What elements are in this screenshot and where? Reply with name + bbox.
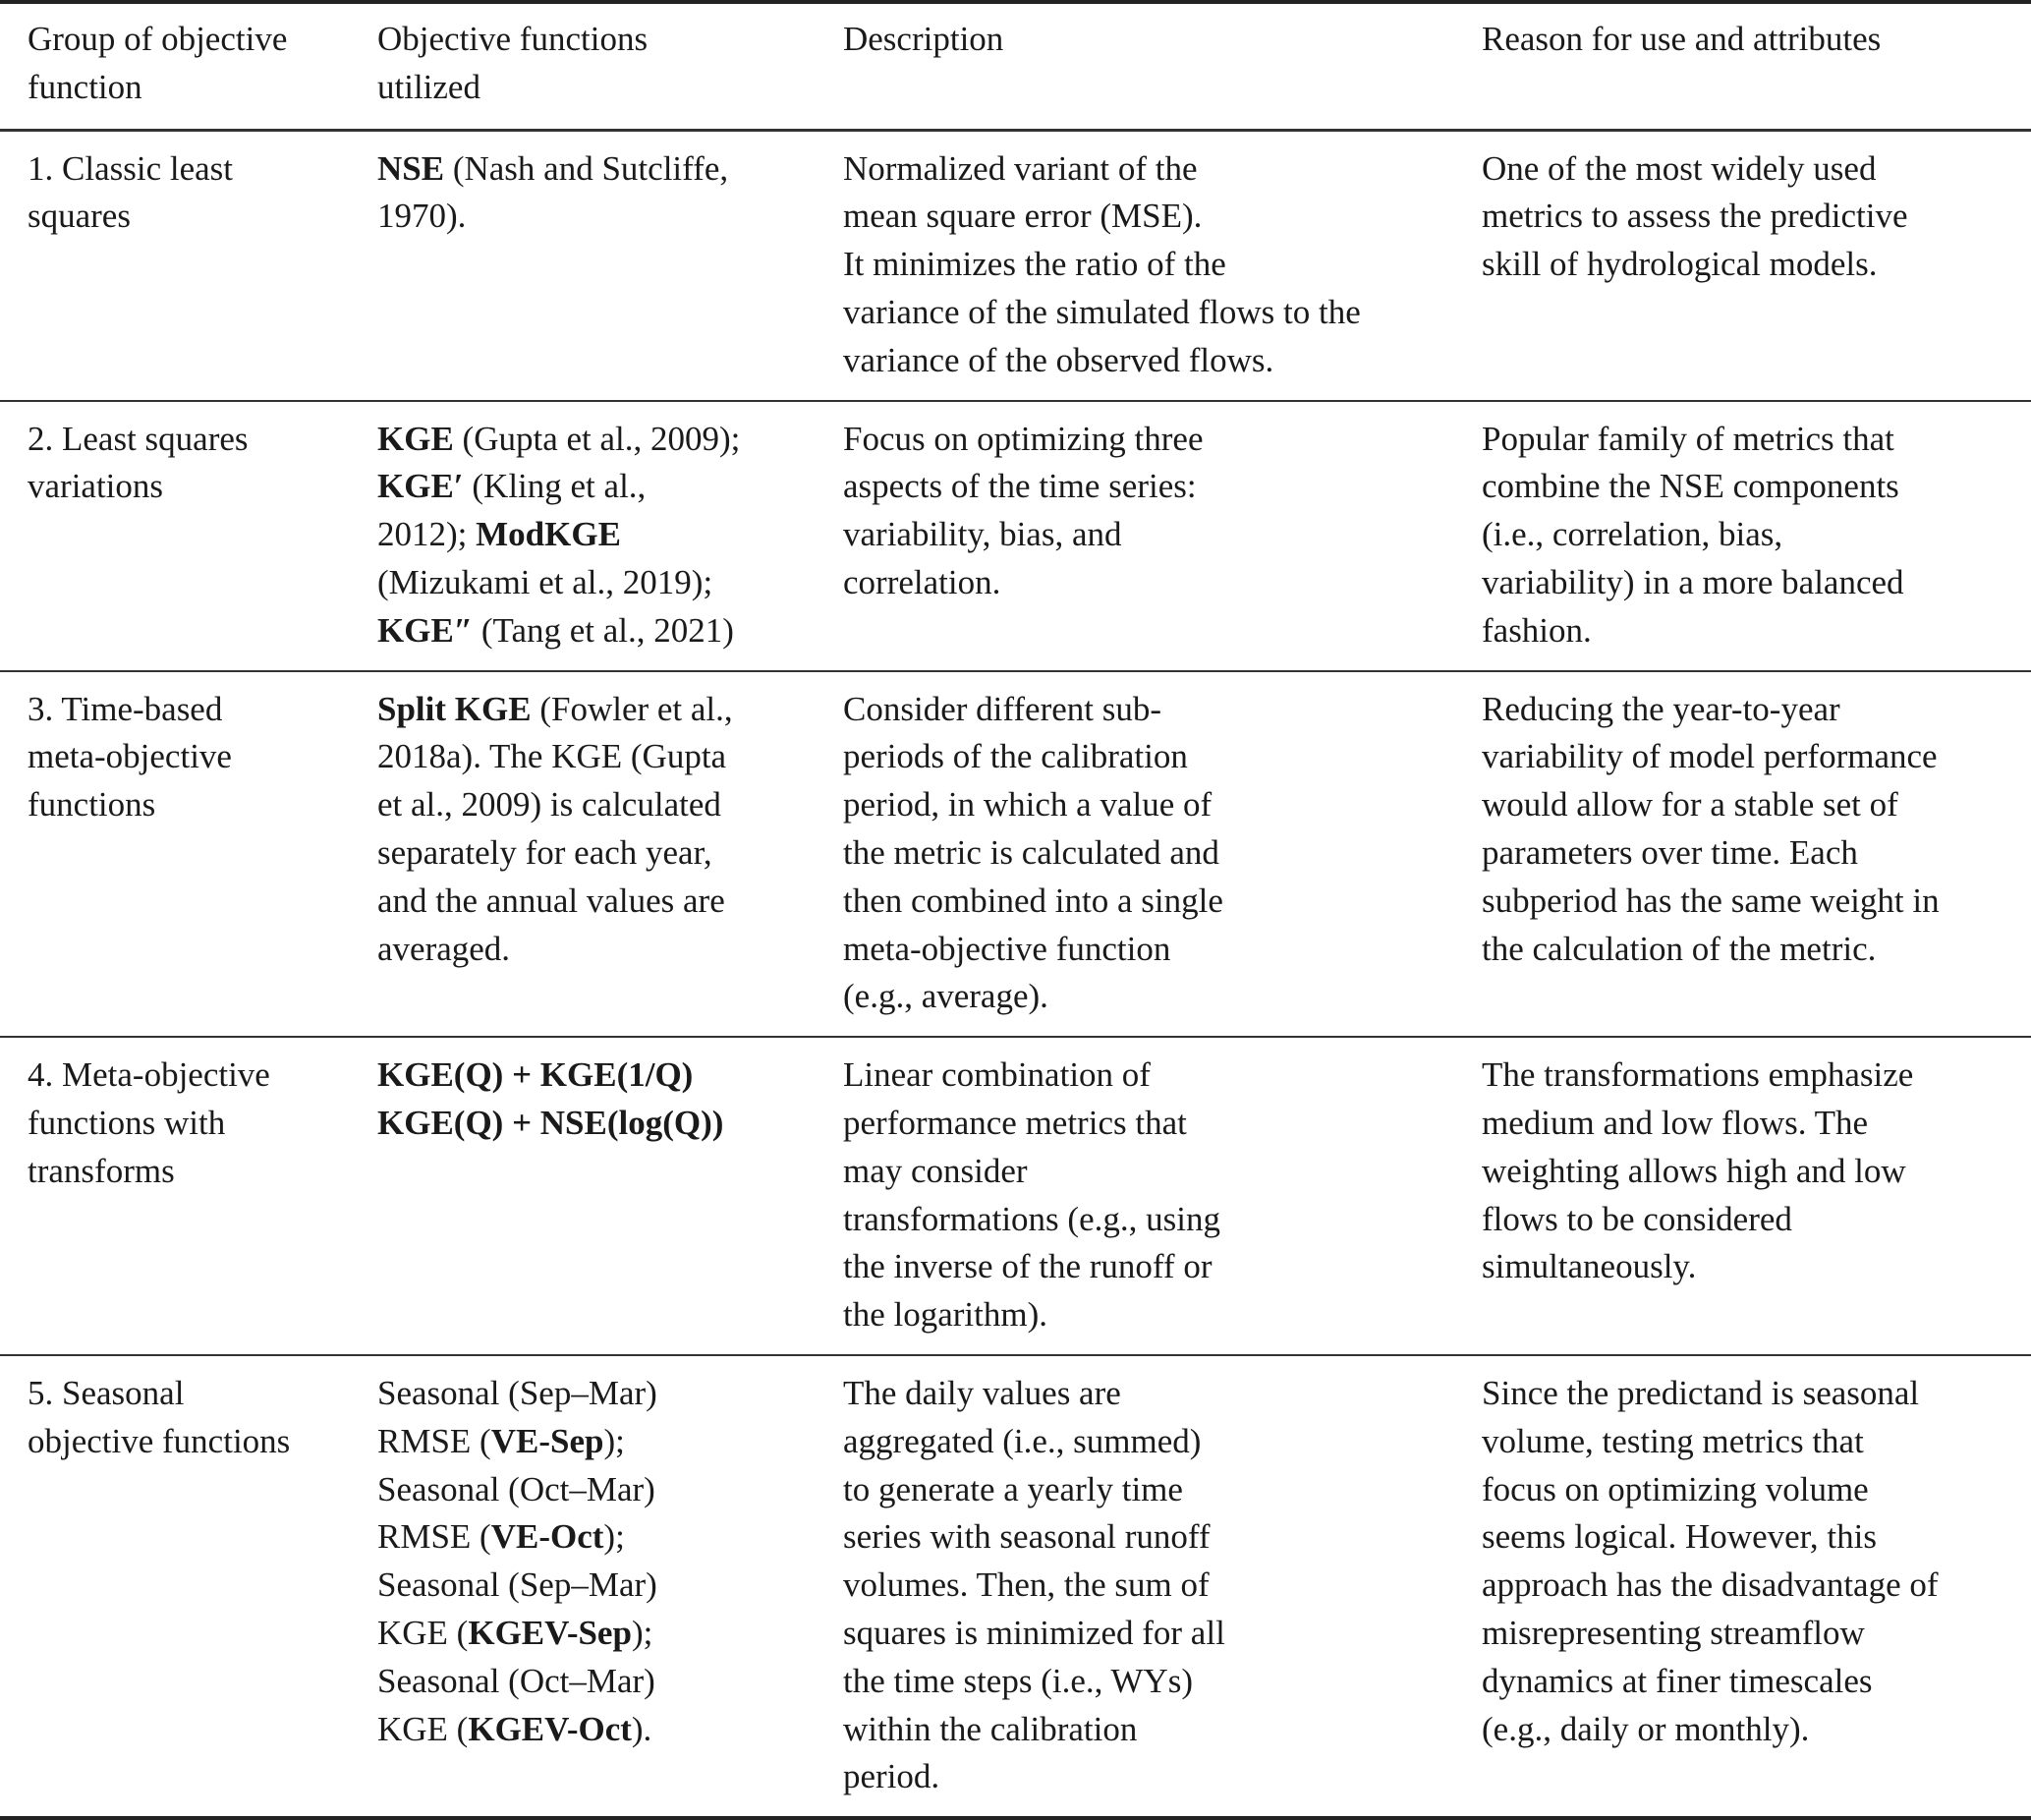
function-text-line — [377, 1610, 816, 1658]
group-text-line: squares — [28, 197, 131, 236]
function-text-line — [377, 1100, 816, 1148]
description-text-line: the time steps (i.e., WYs) — [843, 1661, 1194, 1700]
group-cell — [0, 1037, 350, 1355]
description-text-line: (e.g., average). — [843, 977, 1048, 1016]
group-text-line: meta-objective — [28, 737, 232, 776]
metric-name: ModKGE — [476, 515, 621, 554]
description-text-line: Consider different sub- — [843, 689, 1162, 728]
function-text-line — [377, 1658, 816, 1706]
header-row — [0, 2, 2031, 130]
description-text-line: mean square error (MSE). — [843, 197, 1203, 236]
description-cell — [816, 1037, 1454, 1355]
description-text-line: volumes. Then, the sum of — [843, 1565, 1210, 1605]
description-text-line: period. — [843, 1757, 940, 1796]
description-text-line: aspects of the time series: — [843, 467, 1197, 506]
function-text-line — [377, 145, 816, 194]
table-row — [0, 671, 2031, 1038]
table-header — [0, 2, 2031, 130]
function-text: Seasonal (Oct–Mar) — [377, 1661, 655, 1700]
description-text-line: series with seasonal runoff — [843, 1517, 1211, 1557]
function-text-line — [377, 1370, 816, 1418]
function-text: KGE ( — [377, 1613, 469, 1652]
description-text-line: It minimizes the ratio of the — [843, 245, 1226, 284]
description-text-line: squares is minimized for all — [843, 1613, 1225, 1652]
reason-cell — [1454, 671, 2031, 1038]
function-text-line — [377, 1706, 816, 1754]
group-cell — [0, 671, 350, 1038]
reason-text-line: (i.e., correlation, bias, — [1482, 515, 1783, 554]
header-description — [816, 2, 1454, 130]
reason-text-line: weighting allows high and low — [1482, 1151, 1906, 1190]
reason-text-line: the calculation of the metric. — [1482, 929, 1877, 968]
functions-cell — [350, 1355, 816, 1818]
group-text-line: 4. Meta-objective — [28, 1055, 270, 1095]
table-body — [0, 130, 2031, 1818]
reason-text-line: skill of hydrological models. — [1482, 245, 1878, 284]
header-text-line: Description — [843, 20, 1004, 58]
header-text-line: Group of objective — [28, 20, 288, 58]
function-text: 2012); — [377, 515, 477, 554]
description-text-line: the metric is calculated and — [843, 832, 1219, 872]
function-text-line — [377, 511, 816, 559]
function-text-line — [377, 193, 816, 241]
reason-text-line: misrepresenting streamflow — [1482, 1613, 1865, 1652]
header-text-line: utilized — [377, 67, 480, 106]
description-cell — [816, 401, 1454, 671]
function-text-line — [377, 1466, 816, 1514]
metric-name: KGE′ — [377, 467, 464, 506]
reason-text-line: parameters over time. Each — [1482, 832, 1858, 872]
function-text: and the annual values are — [377, 881, 725, 920]
description-text-line: correlation. — [843, 562, 1001, 601]
group-text-line: 2. Least squares — [28, 419, 249, 458]
metric-name: VE-Oct — [490, 1517, 604, 1557]
functions-cell — [350, 1037, 816, 1355]
metric-name: KGE — [377, 419, 454, 458]
reason-text-line: variability of model performance — [1482, 737, 1938, 776]
reason-cell — [1454, 401, 2031, 671]
metric-name: KGE(Q) + NSE(log(Q)) — [377, 1103, 724, 1142]
function-text: (Kling et al., — [463, 467, 647, 506]
header-functions — [350, 2, 816, 130]
description-text-line: variance of the observed flows. — [843, 340, 1274, 379]
function-text: averaged. — [377, 929, 511, 968]
function-text-line — [377, 686, 816, 734]
group-cell — [0, 1355, 350, 1818]
reason-text-line: fashion. — [1482, 610, 1592, 650]
description-text-line: variance of the simulated flows to the — [843, 292, 1361, 331]
metric-name: KGEV-Oct — [468, 1709, 632, 1748]
function-text: 1970). — [377, 197, 467, 236]
function-text: ); — [603, 1517, 625, 1557]
table-row — [0, 130, 2031, 400]
description-text-line: to generate a yearly time — [843, 1469, 1183, 1508]
description-cell — [816, 130, 1454, 400]
metric-name: KGE″ — [377, 610, 474, 650]
description-text-line: may consider — [843, 1151, 1028, 1190]
reason-text-line: seems logical. However, this — [1482, 1517, 1877, 1557]
function-text: 2018a). The KGE (Gupta — [377, 737, 727, 776]
group-cell — [0, 130, 350, 400]
metric-name: KGE(Q) + KGE(1/Q) — [377, 1055, 694, 1095]
description-text-line: Focus on optimizing three — [843, 419, 1204, 458]
table-row — [0, 1037, 2031, 1355]
function-text: separately for each year, — [377, 832, 712, 872]
reason-text-line: Reducing the year-to-year — [1482, 689, 1840, 728]
reason-cell — [1454, 130, 2031, 400]
description-text-line: the inverse of the runoff or — [843, 1247, 1213, 1286]
group-text-line: 5. Seasonal — [28, 1373, 185, 1412]
description-text-line: Linear combination of — [843, 1055, 1151, 1095]
reason-text-line: dynamics at finer timescales — [1482, 1661, 1873, 1700]
reason-text-line: One of the most widely used — [1482, 148, 1877, 188]
function-text-line — [377, 733, 816, 781]
header-group — [0, 2, 350, 130]
function-text-line — [377, 1513, 816, 1562]
function-text: Seasonal (Sep–Mar) — [377, 1565, 657, 1605]
group-text-line: functions with — [28, 1103, 226, 1142]
function-text: et al., 2009) is calculated — [377, 785, 721, 825]
header-text-line: function — [28, 67, 142, 106]
header-text-line: Objective functions — [377, 20, 649, 58]
group-text-line: objective functions — [28, 1421, 291, 1460]
function-text-line — [377, 416, 816, 464]
reason-text-line: combine the NSE components — [1482, 467, 1899, 506]
reason-text-line: flows to be considered — [1482, 1199, 1792, 1238]
reason-text-line: variability) in a more balanced — [1482, 562, 1904, 601]
header-text-line: Reason for use and attributes — [1482, 20, 1882, 58]
function-text: Seasonal (Oct–Mar) — [377, 1469, 655, 1508]
function-text: KGE ( — [377, 1709, 469, 1748]
metric-name: Split KGE — [377, 689, 532, 728]
functions-cell — [350, 130, 816, 400]
group-text-line: transforms — [28, 1151, 175, 1190]
description-cell — [816, 671, 1454, 1038]
group-text-line: functions — [28, 785, 156, 825]
group-text-line: variations — [28, 467, 164, 506]
function-text-line — [377, 463, 816, 511]
reason-text-line: subperiod has the same weight in — [1482, 881, 1940, 920]
reason-text-line: simultaneously. — [1482, 1247, 1697, 1286]
function-text: (Mizukami et al., 2019); — [377, 562, 713, 601]
functions-cell — [350, 671, 816, 1038]
function-text: Seasonal (Sep–Mar) — [377, 1373, 657, 1412]
group-text-line: 3. Time-based — [28, 689, 223, 728]
group-cell — [0, 401, 350, 671]
reason-text-line: metrics to assess the predictive — [1482, 197, 1908, 236]
function-text: (Gupta et al., 2009); — [453, 419, 741, 458]
reason-cell — [1454, 1355, 2031, 1818]
function-text-line — [377, 878, 816, 926]
description-text-line: transformations (e.g., using — [843, 1199, 1220, 1238]
function-text: (Fowler et al., — [531, 689, 733, 728]
table-row — [0, 401, 2031, 671]
metric-name: VE-Sep — [490, 1421, 604, 1460]
description-text-line: aggregated (i.e., summed) — [843, 1421, 1202, 1460]
reason-text-line: focus on optimizing volume — [1482, 1469, 1869, 1508]
reason-text-line: would allow for a stable set of — [1482, 785, 1898, 825]
description-text-line: within the calibration — [843, 1709, 1138, 1748]
function-text: (Nash and Sutcliffe, — [444, 148, 729, 188]
reason-text-line: (e.g., daily or monthly). — [1482, 1709, 1810, 1748]
function-text: (Tang et al., 2021) — [473, 610, 734, 650]
metric-name: NSE — [377, 148, 445, 188]
reason-text-line: volume, testing metrics that — [1482, 1421, 1864, 1460]
function-text-line — [377, 1562, 816, 1610]
description-text-line: then combined into a single — [843, 881, 1223, 920]
description-text-line: variability, bias, and — [843, 515, 1122, 554]
function-text-line — [377, 607, 816, 655]
function-text: RMSE ( — [377, 1517, 491, 1557]
function-text-line — [377, 781, 816, 829]
function-text-line — [377, 1418, 816, 1466]
header-reason — [1454, 2, 2031, 130]
function-text: ); — [631, 1613, 653, 1652]
functions-cell — [350, 401, 816, 671]
description-text-line: The daily values are — [843, 1373, 1121, 1412]
metric-name: KGEV-Sep — [468, 1613, 632, 1652]
function-text-line — [377, 926, 816, 974]
reason-text-line: approach has the disadvantage of — [1482, 1565, 1939, 1605]
description-text-line: periods of the calibration — [843, 737, 1188, 776]
description-text-line: the logarithm). — [843, 1295, 1048, 1335]
reason-text-line: Since the predictand is seasonal — [1482, 1373, 1920, 1412]
group-text-line: 1. Classic least — [28, 148, 233, 188]
function-text: ); — [603, 1421, 625, 1460]
reason-text-line: medium and low flows. The — [1482, 1103, 1869, 1142]
description-text-line: meta-objective function — [843, 929, 1171, 968]
reason-cell — [1454, 1037, 2031, 1355]
description-cell — [816, 1355, 1454, 1818]
reason-text-line: The transformations emphasize — [1482, 1055, 1914, 1095]
function-text: RMSE ( — [377, 1421, 491, 1460]
description-text-line: Normalized variant of the — [843, 148, 1198, 188]
description-text-line: performance metrics that — [843, 1103, 1187, 1142]
reason-text-line: Popular family of metrics that — [1482, 419, 1894, 458]
table-row — [0, 1355, 2031, 1818]
function-text-line — [377, 559, 816, 607]
function-text-line — [377, 1052, 816, 1100]
function-text-line — [377, 829, 816, 878]
function-text: ). — [631, 1709, 652, 1748]
description-text-line: period, in which a value of — [843, 785, 1213, 825]
